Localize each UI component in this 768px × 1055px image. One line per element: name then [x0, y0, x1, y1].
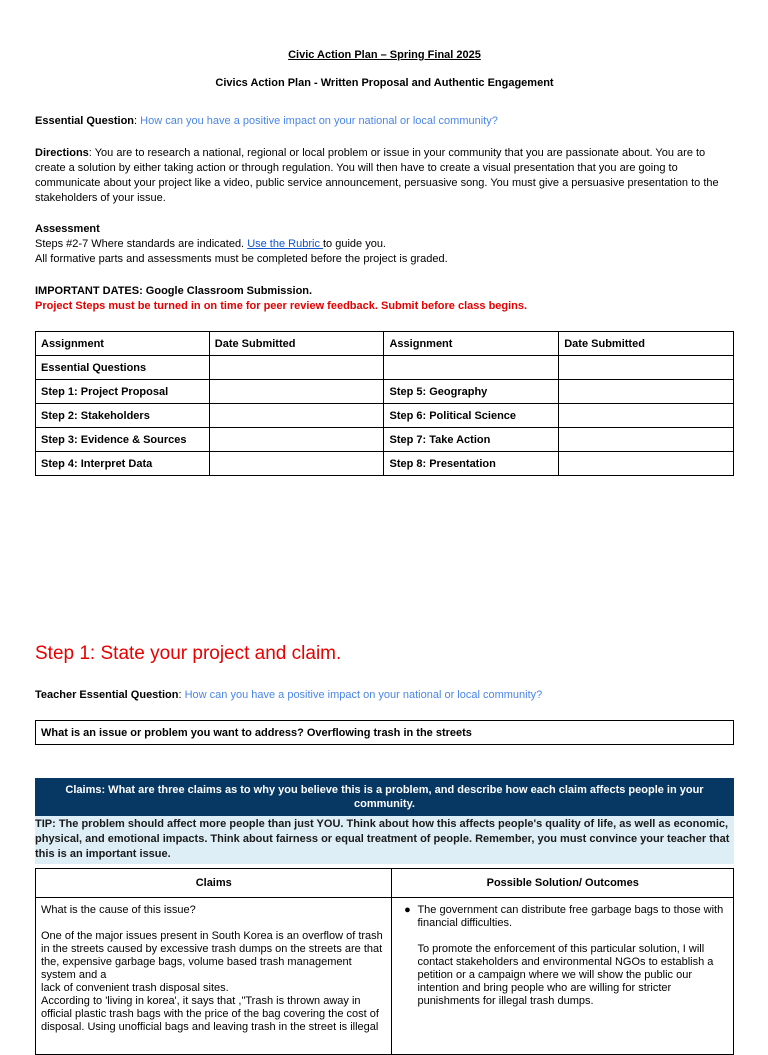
table-cell: Step 1: Project Proposal — [36, 380, 210, 404]
claims-table — [35, 868, 734, 1055]
list-item — [397, 904, 728, 930]
col-header: Date Submitted — [559, 332, 734, 356]
claims-table-header — [36, 869, 734, 898]
assignment-table-header — [36, 332, 734, 356]
important-dates-label: IMPORTANT DATES: Google Classroom Submission. — [35, 285, 313, 297]
table-cell: Step 2: Stakeholders — [36, 404, 210, 428]
table-row — [36, 356, 734, 380]
bullet-icon: ● — [404, 904, 411, 916]
teacher-eq-label: Teacher Essential Question — [35, 689, 179, 701]
rubric-link[interactable]: Use the Rubric — [247, 238, 323, 250]
date-cell[interactable] — [559, 356, 734, 380]
date-cell[interactable] — [559, 428, 734, 452]
table-row — [36, 404, 734, 428]
date-cell[interactable] — [209, 380, 384, 404]
solution-paragraph: To promote the enforcement of this particular solution, I will contact stakeholders and environmental NGOs to establish a petition or a campaign where we will show the public our intention and bring people who are willing for stricter punishments for illegal trash dumps. — [417, 943, 714, 1007]
essential-question-text: How can you have a positive impact on your national or local community? — [140, 115, 498, 127]
table-row — [36, 898, 734, 1055]
date-cell[interactable] — [559, 452, 734, 476]
table-cell: Step 4: Interpret Data — [36, 452, 210, 476]
solution-bullet-text: The government can distribute free garbage bags to those with financial difficulties. — [417, 904, 724, 929]
col-header: Assignment — [384, 332, 559, 356]
date-cell[interactable] — [559, 404, 734, 428]
claim-paragraph: According to 'living in korea', it says that ,"Trash is thrown away in official plastic trash bags with the price of the bag covering the cost of disposal. Using unofficial bags and leaving trash in the street is illegal — [41, 995, 379, 1033]
assessment-line1: Steps #2-7 Where standards are indicated. Use the Rubric to guide you. — [35, 238, 386, 250]
date-cell[interactable] — [559, 380, 734, 404]
date-cell[interactable] — [209, 356, 384, 380]
date-cell[interactable] — [209, 404, 384, 428]
directions — [35, 146, 734, 206]
directions-label: Directions — [35, 147, 89, 159]
important-dates-warning: Project Steps must be turned in on time for peer review feedback. Submit before class begins. — [35, 300, 528, 312]
col-header: Assignment — [36, 332, 210, 356]
document-title: Civic Action Plan – Spring Final 2025 — [288, 49, 481, 61]
col-header: Possible Solution/ Outcomes — [392, 869, 734, 898]
teacher-eq-text: How can you have a positive impact on your national or local community? — [184, 689, 543, 701]
table-cell: Step 6: Political Science — [384, 404, 559, 428]
issue-prompt-box[interactable]: What is an issue or problem you want to address? Overflowing trash in the streets — [35, 720, 734, 745]
claim-question: What is the cause of this issue? — [41, 904, 196, 916]
assessment — [35, 222, 734, 267]
date-cell[interactable] — [209, 452, 384, 476]
col-header: Date Submitted — [209, 332, 384, 356]
claim-paragraph: lack of convenient trash disposal sites. — [41, 982, 229, 994]
assessment-line2: All formative parts and assessments must be completed before the project is graded. — [35, 253, 448, 265]
date-cell[interactable] — [209, 428, 384, 452]
table-cell — [384, 356, 559, 380]
essential-question: Essential Question: How can you have a positive impact on your national or local community? — [35, 115, 498, 127]
teacher-essential-question: Teacher Essential Question: How can you have a positive impact on your national or local community? — [35, 689, 543, 701]
claims-cell[interactable] — [36, 898, 392, 1055]
table-cell: Step 3: Evidence & Sources — [36, 428, 210, 452]
table-cell: Step 8: Presentation — [384, 452, 559, 476]
essential-question-label: Essential Question — [35, 115, 135, 127]
step1-title: Step 1: State your project and claim. — [35, 643, 342, 664]
important-dates — [35, 284, 734, 314]
claims-header: Claims: What are three claims as to why you believe this is a problem, and describe how each claim affects people in your community. — [35, 778, 734, 816]
table-row — [36, 452, 734, 476]
table-cell: Essential Questions — [36, 356, 210, 380]
table-cell: Step 7: Take Action — [384, 428, 559, 452]
solution-cell[interactable] — [392, 898, 734, 1055]
assessment-label: Assessment — [35, 223, 100, 235]
table-row — [36, 428, 734, 452]
col-header: Claims — [36, 869, 392, 898]
directions-text: : You are to research a national, regional or local problem or issue in your community that you are passionate about. You are to create a solution by either taking action or through regulation. You will then have to create a visual presentation that you are going to communicate about your project like a video, public service announcement, persuasive song. You must give a persuasive presentation to the stakeholders of your issue. — [35, 147, 719, 204]
table-row — [36, 380, 734, 404]
claim-paragraph: One of the major issues present in South Korea is an overflow of trash in the streets caused by excessive trash dumps on the streets are that the, expensive garbage bags, volume based trash management system and a — [41, 930, 383, 981]
tip-box: TIP: The problem should affect more people than just YOU. Think about how this affects people's quality of life, as well as economic, physical, and emotional impacts. Think about fairness or equal treatment of people. Remember, you must convince your teacher that this is an important issue. — [35, 816, 734, 864]
assignment-table — [35, 331, 734, 476]
document-subtitle: Civics Action Plan - Written Proposal and Authentic Engagement — [215, 77, 554, 89]
table-cell: Step 5: Geography — [384, 380, 559, 404]
